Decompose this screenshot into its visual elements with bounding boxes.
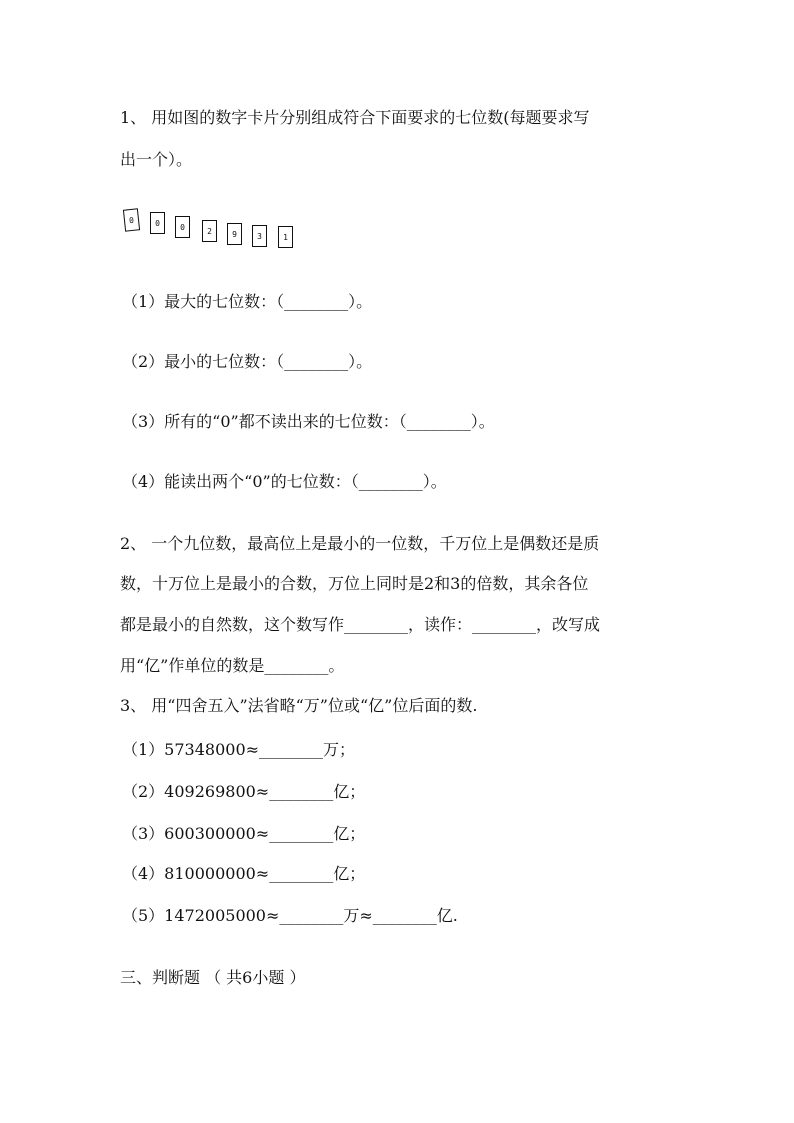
number-card: 0 xyxy=(175,216,190,238)
q1-line2: 出一个）。 xyxy=(120,150,193,169)
number-card: 9 xyxy=(227,223,242,245)
q2-line-3: 都是最小的自然数，这个数写作________，读作：________，改写成 xyxy=(120,615,601,634)
q3-item-4: （4）810000000≈________亿； xyxy=(122,864,366,883)
q3-item-2: （2）409269800≈________亿； xyxy=(122,782,366,801)
q3-title: 3、 用“四舍五入”法省略“万”位或“亿”位后面的数. xyxy=(120,696,478,715)
q2-line-2: 数，十万位上是最小的合数，万位上同时是2和3的倍数，其余各位 xyxy=(120,574,589,593)
number-card: 0 xyxy=(123,208,140,231)
q1-item-3: （3）所有的“0”都不读出来的七位数：（________）。 xyxy=(122,412,495,431)
q3-item-1: （1）57348000≈________万； xyxy=(122,740,356,759)
section-3-title: 三、判断题 （ 共6小题 ） xyxy=(120,968,306,987)
q2-line-4: 用“亿”作单位的数是________。 xyxy=(120,656,345,675)
number-card: 1 xyxy=(278,226,293,248)
number-card: 3 xyxy=(252,225,267,247)
q1-item-4: （4）能读出两个“0”的七位数：（________）。 xyxy=(122,472,447,491)
q1-line1: 1、 用如图的数字卡片分别组成符合下面要求的七位数(每题要求写 xyxy=(120,108,590,127)
q1-item-2: （2）最小的七位数：（________）。 xyxy=(122,352,373,371)
number-card: 2 xyxy=(202,220,217,242)
q3-item-5: （5）1472005000≈________万≈________亿. xyxy=(122,906,458,925)
q2-line-1: 2、 一个九位数，最高位上是最小的一位数，千万位上是偶数还是质 xyxy=(120,534,600,553)
q3-item-3: （3）600300000≈________亿； xyxy=(122,824,366,843)
q1-item-1: （1）最大的七位数：（________）。 xyxy=(122,292,373,311)
number-card: 0 xyxy=(150,212,165,234)
number-cards xyxy=(122,208,302,252)
